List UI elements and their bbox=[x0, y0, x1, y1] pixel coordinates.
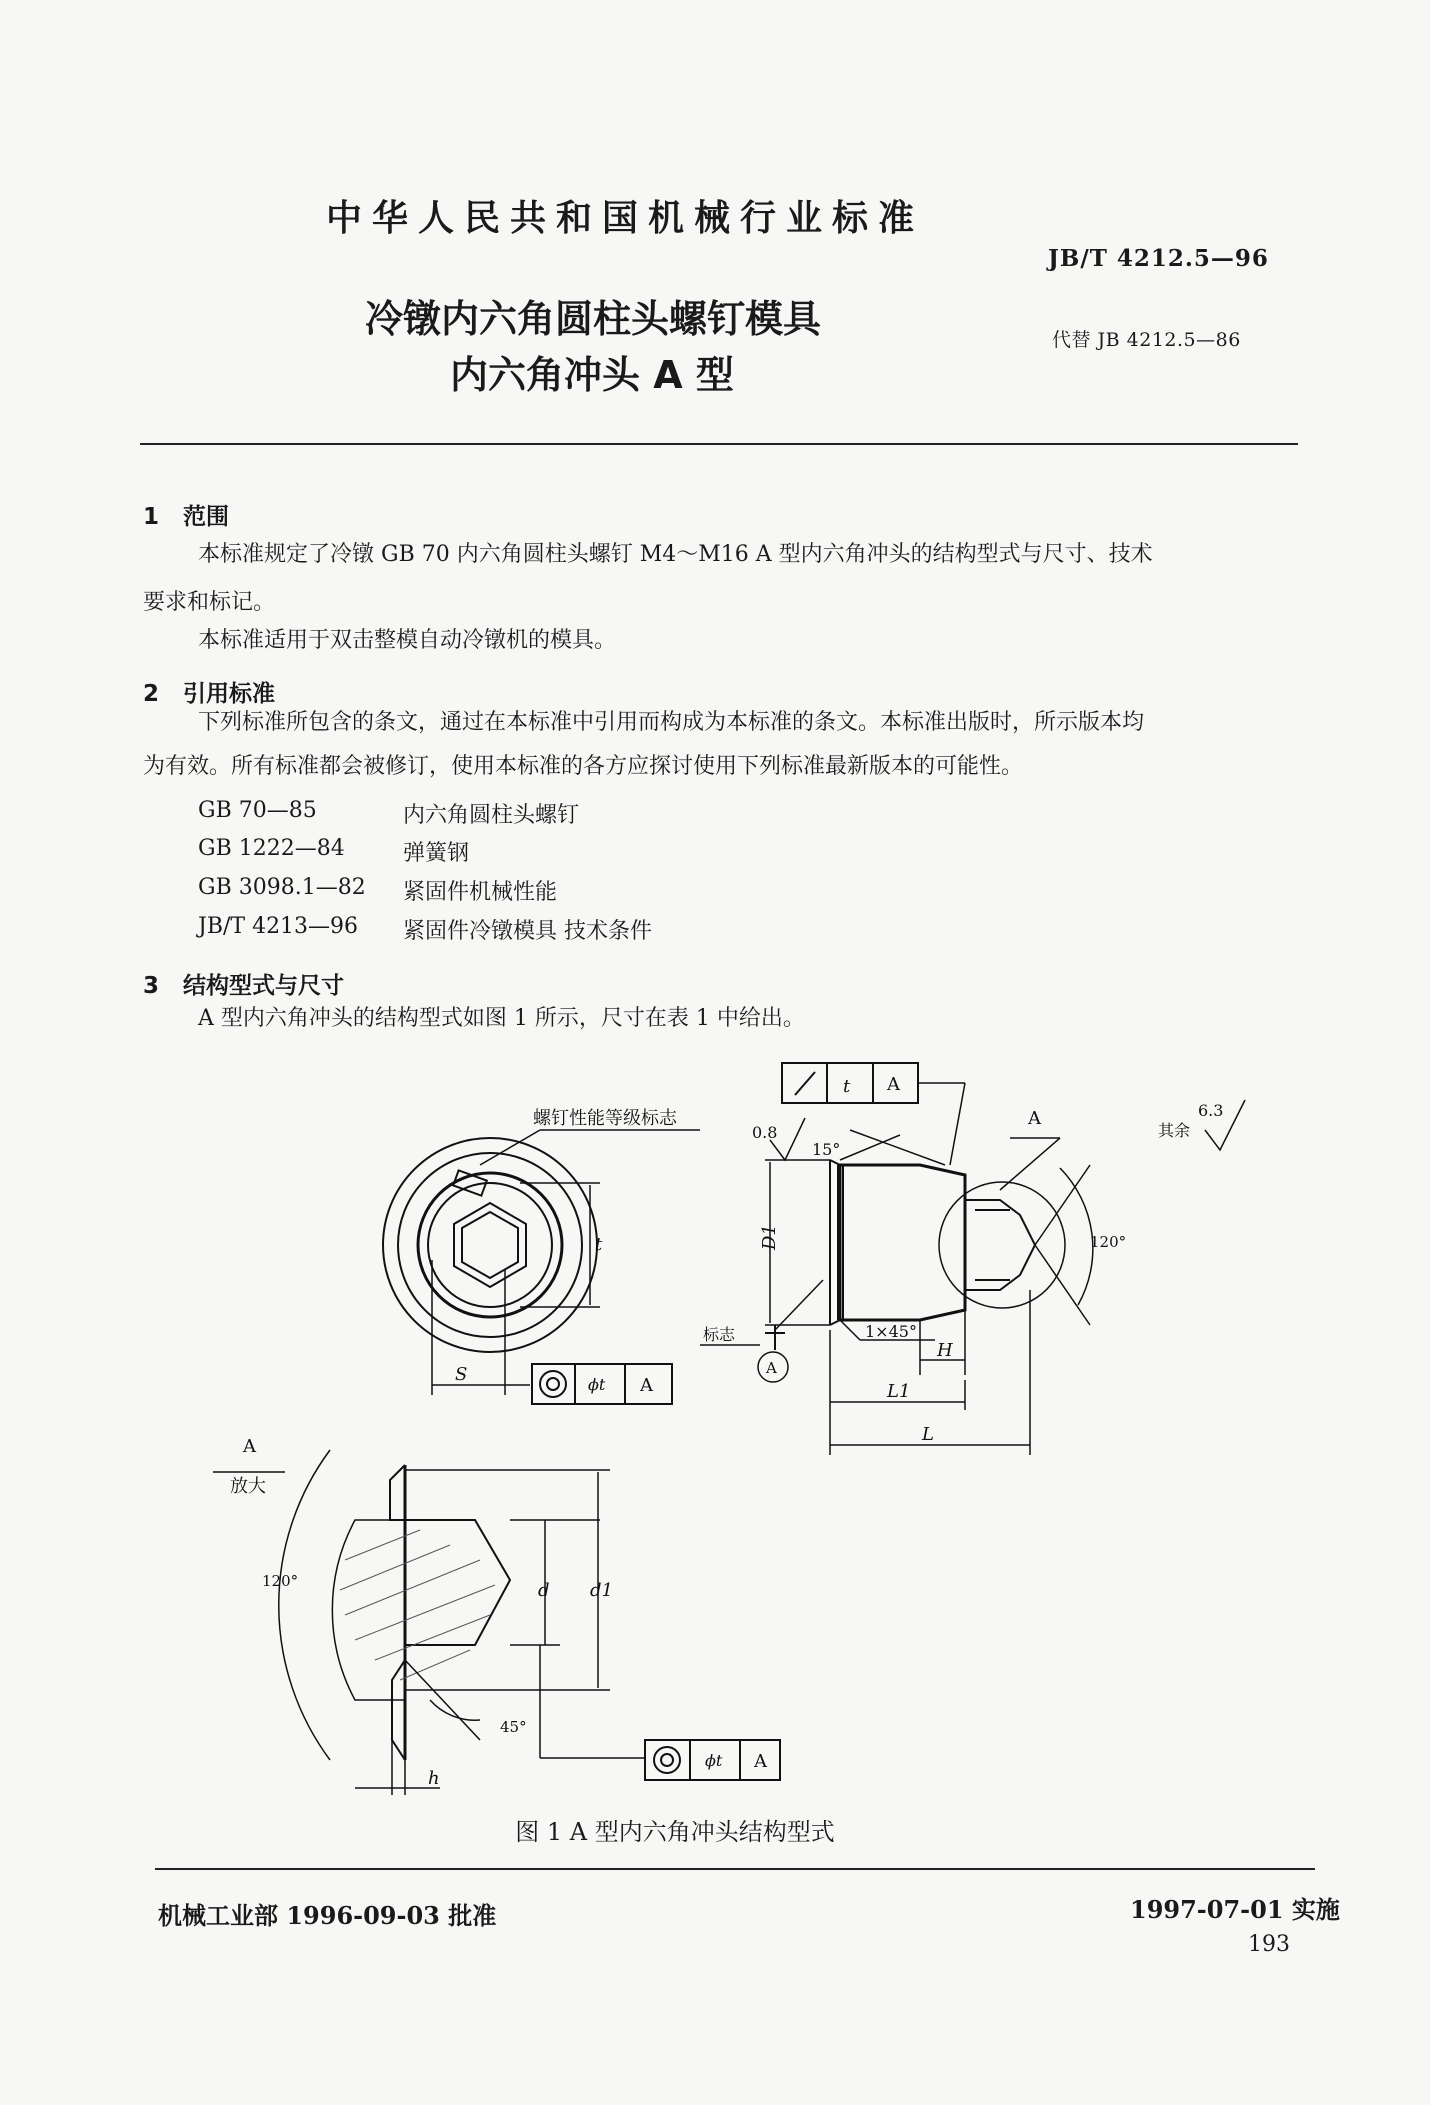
reference-code: GB 1222—84 bbox=[198, 836, 345, 861]
roughness-63-label: 6.3 bbox=[1198, 1101, 1224, 1120]
fcf-datum-label: A bbox=[887, 1074, 900, 1095]
fcf-phi-t-label: ϕt bbox=[705, 1751, 723, 1770]
dimension-l-label: L bbox=[922, 1424, 934, 1445]
document-title-line2: 内六角冲头 A 型 bbox=[450, 353, 734, 397]
reference-name: 紧固件冷镦模具 技术条件 bbox=[403, 919, 652, 944]
document-title-line1: 冷镦内六角圆柱头螺钉模具 bbox=[365, 297, 822, 341]
paragraph: 本标准适用于双击整模自动冷镦机的模具。 bbox=[198, 628, 617, 653]
angle-120-label: 120° bbox=[1090, 1233, 1127, 1251]
angle-15-label: 15° bbox=[812, 1140, 841, 1159]
figure-caption: 图 1 A 型内六角冲头结构型式 bbox=[515, 1818, 835, 1846]
dimension-d1-detail-label: d1 bbox=[590, 1580, 613, 1601]
section-a-label: A bbox=[1028, 1108, 1041, 1129]
page-number: 193 bbox=[1248, 1932, 1290, 1957]
angle-45-label: 45° bbox=[500, 1718, 527, 1736]
reference-code: GB 70—85 bbox=[198, 798, 317, 823]
section-number: 3 bbox=[143, 973, 160, 999]
section-title: 范围 bbox=[183, 504, 230, 530]
angle-120-detail-label: 120° bbox=[262, 1572, 299, 1590]
dimension-l1-label: L1 bbox=[887, 1381, 911, 1402]
section-title: 引用标准 bbox=[183, 681, 276, 707]
footer-rule bbox=[155, 1868, 1315, 1870]
fcf-datum-label: A bbox=[754, 1751, 767, 1772]
paragraph: 要求和标记。 bbox=[143, 590, 276, 615]
paragraph: A 型内六角冲头的结构型式如图 1 所示，尺寸在表 1 中给出。 bbox=[198, 1006, 805, 1031]
dimension-h-label: H bbox=[937, 1340, 953, 1361]
chamfer-label: 1×45° bbox=[865, 1322, 917, 1341]
reference-code: GB 3098.1—82 bbox=[198, 875, 366, 900]
roughness-08-label: 0.8 bbox=[752, 1123, 778, 1142]
replaces-standard: 代替 JB 4212.5—86 bbox=[1052, 329, 1241, 351]
end-view bbox=[383, 1130, 700, 1404]
dimension-d-label: d bbox=[538, 1580, 550, 1601]
reference-code: JB/T 4213—96 bbox=[198, 914, 359, 939]
detail-a-label: A bbox=[243, 1436, 256, 1457]
reference-name: 紧固件机械性能 bbox=[403, 880, 558, 905]
implementation-date: 1997-07-01 实施 bbox=[1130, 1895, 1340, 1924]
dimension-t-label: t bbox=[595, 1234, 603, 1255]
reference-name: 弹簧钢 bbox=[403, 841, 470, 866]
fcf-t-label: t bbox=[843, 1076, 851, 1097]
dimension-d1-label: D1 bbox=[759, 1224, 780, 1250]
detail-view bbox=[213, 1450, 780, 1795]
paragraph: 下列标准所包含的条文，通过在本标准中引用而构成为本标准的条文。本标准出版时，所示版本均 bbox=[198, 710, 1145, 735]
industry-standard-title: 中华人民共和国机械行业标准 bbox=[325, 198, 924, 239]
standard-code: JB/T 4212.5—96 bbox=[1048, 245, 1269, 272]
section-number: 1 bbox=[143, 504, 160, 530]
paragraph: 为有效。所有标准都会被修订，使用本标准的各方应探讨使用下列标准最新版本的可能性。 bbox=[143, 754, 1024, 779]
reference-name: 内六角圆柱头螺钉 bbox=[403, 803, 580, 828]
approval-line: 机械工业部 1996-09-03 批准 bbox=[158, 1901, 497, 1930]
fcf-phi-t-label: ϕt bbox=[588, 1375, 606, 1394]
marking-note-label: 螺钉性能等级标志 bbox=[533, 1108, 677, 1129]
enlarged-label: 放大 bbox=[230, 1476, 266, 1497]
dimension-h-small-label: h bbox=[428, 1768, 440, 1789]
dimension-s-label: S bbox=[455, 1364, 468, 1385]
section-number: 2 bbox=[143, 681, 160, 707]
marking-label: 标志 bbox=[703, 1325, 736, 1344]
fcf-datum-label: A bbox=[640, 1375, 653, 1396]
section-title: 结构型式与尺寸 bbox=[183, 973, 345, 999]
paragraph: 本标准规定了冷镦 GB 70 内六角圆柱头螺钉 M4～M16 A 型内六角冲头的结构型式与尺寸、技术 bbox=[198, 542, 1153, 567]
datum-a-label: A bbox=[766, 1359, 777, 1377]
rest-label: 其余 bbox=[1158, 1121, 1191, 1140]
